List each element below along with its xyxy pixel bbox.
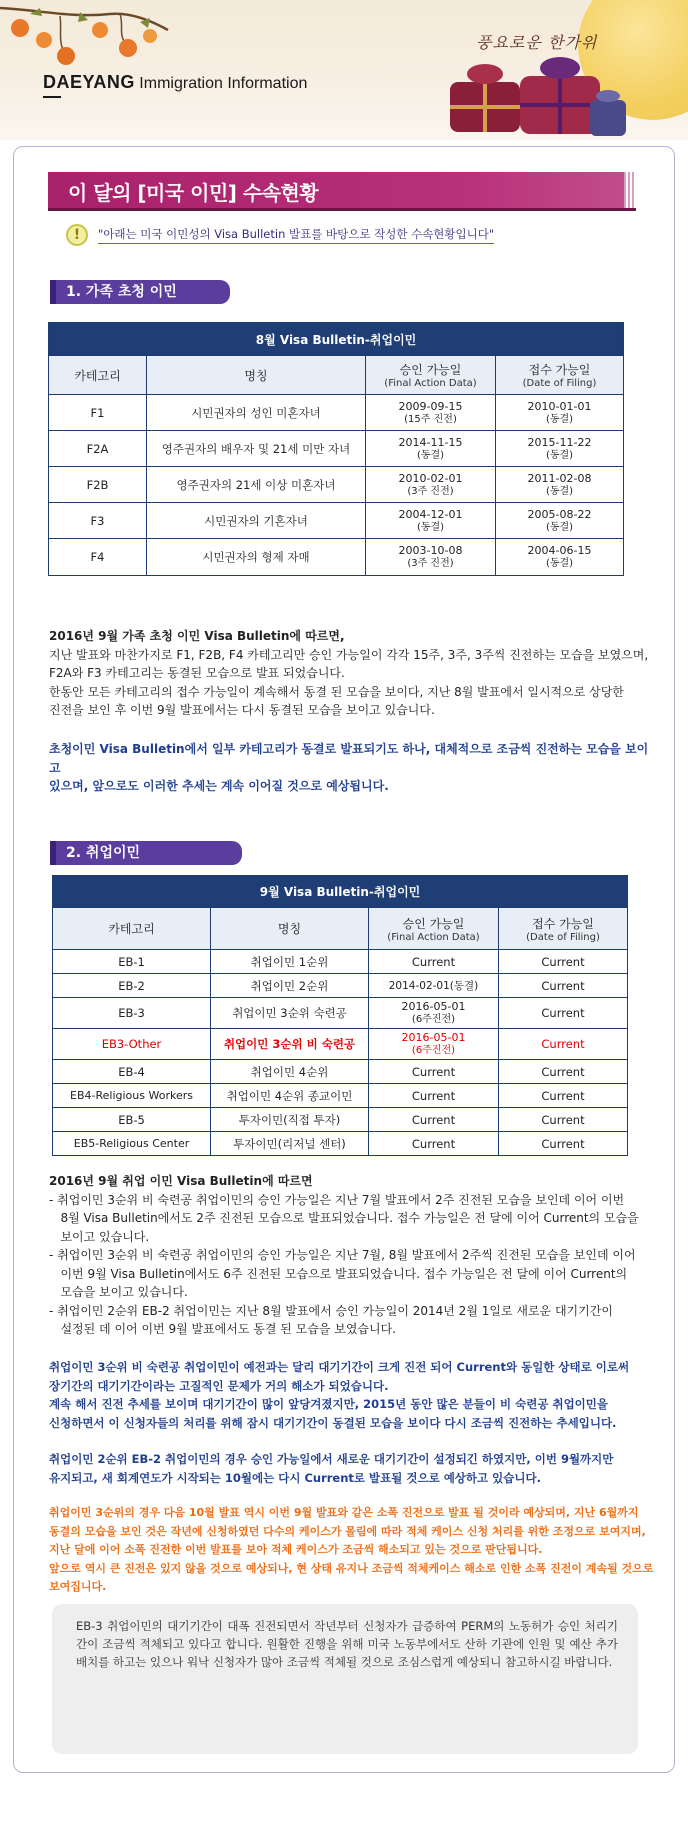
cell-name: 시민권자의 기혼자녀 [147, 503, 366, 539]
employment-analysis-2 [49, 1450, 669, 1487]
col-header-final-action [369, 908, 499, 950]
table-row [49, 467, 624, 503]
cell-final-action [366, 467, 496, 503]
analysis-line: 계속 해서 진전 추세를 보이며 대기기간이 많이 앞당겨졌지만, 2015년 동안 많은 분들이 비 숙련공 취업이민을 [49, 1397, 608, 1411]
cell-df-note: (동결) [545, 558, 574, 569]
table-row [53, 950, 628, 974]
cell-fa-date: 2014-11-15 [398, 435, 463, 449]
cell-final-action: Current [369, 1084, 499, 1108]
cell-filing [496, 395, 624, 431]
col-header-filing [499, 908, 628, 950]
table-row [53, 1108, 628, 1132]
cell-name: 취업이민 3순위 숙련공 [211, 998, 369, 1029]
cell-filing [496, 503, 624, 539]
employment-summary-line: 이번 9월 Visa Bulletin에서도 6주 진전된 모습으로 발표되었습니다. 접수 가능일은 전 달에 이어 Current의 [49, 1266, 628, 1281]
notice-line [66, 224, 494, 246]
family-outlook-line: 초청이민 Visa Bulletin에서 일부 카테고리가 동결로 발표되기도 하나, 대체적으로 조금씩 진전하는 모습을 보이고 [49, 742, 649, 775]
col-header-name: 명칭 [211, 908, 369, 950]
cell-filing: Current [499, 1084, 628, 1108]
cell-name: 투자이민(리저널 센터) [211, 1132, 369, 1156]
cell-df-note: (동결) [545, 485, 574, 497]
cell-filing: Current [499, 1029, 628, 1060]
table-row [49, 395, 624, 431]
col-header-category: 카테고리 [49, 356, 147, 395]
employment-summary-line: 보이고 있습니다. [49, 1229, 150, 1244]
cell-filing: Current [499, 998, 628, 1029]
family-outlook-line: 있으며, 앞으로도 이러한 추세는 계속 이어질 것으로 예상됩니다. [49, 779, 389, 793]
forecast-line: 동결의 모습을 보인 것은 작년에 신청하였던 다수의 케이스가 몰림에 따라 적체 케이스 신청 처리를 위한 조정으로 보여지며, [49, 1524, 646, 1538]
table-row [53, 1060, 628, 1084]
cell-fa-date: 2016-05-01 [401, 1000, 466, 1013]
logo-bold-text: DAEYANG [43, 72, 135, 92]
cell-final-action [366, 503, 496, 539]
cell-fa-date: 2016-05-01 [401, 1031, 466, 1044]
page-title-bar [48, 172, 636, 208]
family-summary-line: 지난 발표와 마찬가지로 F1, F2B, F4 카테고리만 승인 가능일이 각각 15주, 3주, 3주씩 진전하는 모습을 보였으며, [49, 647, 649, 662]
analysis-line: 장기간의 대기기간이라는 고질적인 문제가 거의 해소가 되었습니다. [49, 1378, 389, 1393]
employment-summary-line: 설정된 데 이어 이번 9월 발표에서도 동결 된 모습을 보였습니다. [49, 1322, 397, 1336]
family-summary-line: 진전을 보인 후 이번 9월 발표에서는 다시 동결된 모습을 보이고 있습니다. [49, 703, 435, 717]
family-summary-title: 2016년 9월 가족 초청 이민 Visa Bulletin에 따르면, [49, 629, 345, 643]
cell-name: 취업이민 4순위 종교이민 [211, 1084, 369, 1108]
cell-name: 영주권자의 배우자 및 21세 미만 자녀 [147, 431, 366, 467]
cell-df-date: 2005-08-22 [527, 507, 592, 521]
employment-analysis-1 [49, 1358, 669, 1432]
cell-fa-date: 2003-10-08 [398, 544, 463, 557]
cell-category: EB-5 [53, 1108, 211, 1132]
cell-category: EB-3 [53, 998, 211, 1029]
employment-summary-line: - 취업이민 3순위 비 숙련공 취업이민의 승인 가능일은 지난 7월, 8월 발표에서 2주씩 진전된 모습을 보인데 이어 [49, 1248, 636, 1262]
header-banner [0, 0, 688, 140]
cell-df-date: 2011-02-08 [527, 471, 592, 485]
cell-filing: Current [499, 1132, 628, 1156]
cell-category: EB3-Other [53, 1029, 211, 1060]
col-header-name: 명칭 [147, 356, 366, 395]
cell-fa-note: (동결) [416, 521, 445, 533]
cell-category: EB-1 [53, 950, 211, 974]
exclamation-icon: ! [66, 224, 88, 246]
col-header-filing-sub: (Date of Filing) [526, 931, 600, 943]
cell-fa-date: 2004-12-01 [398, 507, 463, 521]
employment-summary-title: 2016년 9월 취업 이민 Visa Bulletin에 따르면 [49, 1174, 313, 1188]
cell-name: 취업이민 1순위 [211, 950, 369, 974]
employment-visa-table [52, 875, 628, 1156]
col-header-filing-sub: (Date of Filing) [522, 378, 597, 389]
analysis-line: 취업이민 2순위 EB-2 취업이민의 경우 승인 가능일에서 새로운 대기기간이 설정되긴 하였지만, 이번 9월까지만 [49, 1452, 614, 1466]
col-header-filing-label: 접수 가능일 [532, 916, 594, 931]
col-header-final-action-sub: (Final Action Data) [384, 378, 477, 389]
cell-name: 시민권자의 형제 자매 [147, 539, 366, 576]
cell-filing: Current [499, 974, 628, 998]
logo-underline [43, 96, 61, 98]
employment-summary-line: 8월 Visa Bulletin에서도 2주 진전된 모습으로 발표되었습니다. 접수 가능일은 전 달에 이어 Current의 모습을 [49, 1211, 639, 1225]
logo-rest-text: Immigration Information [134, 75, 308, 92]
family-outlook [49, 740, 659, 796]
cell-category: F3 [49, 503, 147, 539]
employment-summary [49, 1172, 664, 1339]
cell-df-date: 2004-06-15 [527, 544, 592, 557]
cell-filing: Current [499, 950, 628, 974]
cell-fa-note: (15주 진전) [404, 413, 457, 425]
cell-category: EB-2 [53, 974, 211, 998]
cell-final-action: Current [369, 1060, 499, 1084]
table-row [53, 1132, 628, 1156]
forecast-line: 지난 달에 이어 소폭 진전한 이번 발표를 보아 적체 케이스가 조금씩 해소되고 있는 것으로 판단됩니다. [49, 1543, 543, 1556]
table-row [53, 1084, 628, 1108]
cell-df-note: (동결) [545, 413, 574, 425]
cell-category: F2A [49, 431, 147, 467]
company-logo[interactable] [43, 72, 307, 93]
cell-fa-note: (동결) [416, 449, 445, 461]
cell-filing: Current [499, 1108, 628, 1132]
cell-df-date: 2010-01-01 [527, 399, 592, 413]
cell-final-action [369, 998, 499, 1029]
cell-fa-date: 2010-02-01 [398, 471, 463, 485]
cell-df-date: 2015-11-22 [527, 435, 592, 449]
table-caption: 8월 Visa Bulletin-취업이민 [49, 323, 624, 356]
section-heading-family: 1. 가족 초청 이민 [50, 280, 230, 304]
forecast-line: 보여집니다. [49, 1580, 107, 1593]
cell-df-note: (동결) [545, 521, 574, 533]
cell-name: 영주권자의 21세 이상 미혼자녀 [147, 467, 366, 503]
cell-fa-note: (6주진전) [411, 1045, 456, 1056]
table-row [53, 998, 628, 1029]
family-summary [49, 627, 649, 720]
analysis-line: 취업이민 3순위 비 숙련공 취업이민이 예전과는 달리 대기기간이 크게 진전 되어 Current와 동일한 상태로 이로써 [49, 1360, 630, 1374]
gift-boxes-illustration [440, 52, 630, 140]
cell-fa-note: (3주 진전) [407, 558, 454, 569]
cell-filing [496, 431, 624, 467]
family-visa-table [48, 322, 624, 576]
cell-category: EB4-Religious Workers [53, 1084, 211, 1108]
persimmon-branch-illustration [0, 0, 170, 80]
cell-df-note: (동결) [545, 449, 574, 461]
cell-filing [496, 467, 624, 503]
cell-category: EB-4 [53, 1060, 211, 1084]
cell-category: F1 [49, 395, 147, 431]
employment-summary-line: - 취업이민 2순위 EB-2 취업이민는 지난 8월 발표에서 승인 가능일이 2014년 2월 1일로 새로운 대기기간이 [49, 1303, 613, 1318]
analysis-line: 신청하면서 이 신청자들의 처리를 위해 잠시 대기기간이 동결된 모습을 보이다 다시 조금씩 진전하는 추세입니다. [49, 1415, 617, 1430]
employment-summary-line: 모습을 보이고 있습니다. [49, 1285, 188, 1299]
col-header-final-action-label: 승인 가능일 [399, 363, 462, 377]
cell-name: 취업이민 4순위 [211, 1060, 369, 1084]
table-row [49, 431, 624, 467]
cell-name: 투자이민(직접 투자) [211, 1108, 369, 1132]
notice-text: "아래는 미국 이민성의 Visa Bulletin 발표를 바탕으로 작성한 수속현황입니다" [98, 226, 494, 244]
note-text: EB-3 취업이민의 대기기간이 대폭 진전되면서 작년부터 신청자가 급증하여 PERM의 노동허가 승인 처리기간이 조금씩 적체되고 있다고 합니다. 원활한 진행을 위해 미국 노동부에서도 산하 기관에 인원 및 예산 추가 배치를 하고는 있으나 워낙 신청자가 많아 조금씩 적체될 것으로 조심스럽게 예상되니 참고하시길 바랍니다. [76, 1619, 618, 1669]
cell-fa-note: (3주 진전) [407, 485, 454, 497]
title-decoration [624, 172, 636, 208]
cell-final-action: Current [369, 1132, 499, 1156]
section-heading-employment: 2. 취업이민 [50, 841, 242, 865]
page-title: 이 달의 [미국 이민] 수속현황 [68, 181, 319, 205]
cell-final-action: 2014-02-01(동결) [369, 974, 499, 998]
cell-final-action [366, 395, 496, 431]
cell-filing: Current [499, 1060, 628, 1084]
table-row [49, 503, 624, 539]
cell-filing [496, 539, 624, 576]
table-row-highlight [53, 1029, 628, 1060]
cell-name: 취업이민 3순위 비 숙련공 [211, 1029, 369, 1060]
col-header-final-action [366, 356, 496, 395]
family-summary-line: 한동안 모든 카테고리의 접수 가능일이 계속해서 동결 된 모습을 보이다, 지난 8월 발표에서 일시적으로 상당한 [49, 684, 624, 699]
col-header-category: 카테고리 [53, 908, 211, 950]
forecast-line: 취업이민 3순위의 경우 다음 10월 발표 역시 이번 9월 발표와 같은 소폭 진전으로 발표 될 것이라 예상되며, 지난 6월까지 [49, 1506, 639, 1519]
cell-name: 시민권자의 성인 미혼자녀 [147, 395, 366, 431]
greeting-calligraphy: 풍요로운 한가위 [476, 33, 598, 52]
cell-category: F4 [49, 539, 147, 576]
table-row [49, 539, 624, 576]
cell-final-action [366, 539, 496, 576]
cell-category: EB5-Religious Center [53, 1132, 211, 1156]
col-header-filing-label: 접수 가능일 [528, 363, 591, 377]
col-header-filing [496, 356, 624, 395]
col-header-final-action-sub: (Final Action Data) [387, 931, 480, 943]
cell-fa-note: (6주진전) [411, 1014, 456, 1025]
forecast-line: 앞으로 역시 큰 진전은 있지 않을 것으로 예상되나, 현 상태 유지나 조금씩 적체케이스 해소로 인한 소폭 진전이 계속될 것으로 [49, 1561, 654, 1575]
table-caption: 9월 Visa Bulletin-취업이민 [53, 876, 628, 908]
analysis-line: 유지되고, 새 회계연도가 시작되는 10월에는 다시 Current로 발표될 것으로 예상하고 있습니다. [49, 1470, 541, 1485]
cell-final-action [369, 1029, 499, 1060]
cell-category: F2B [49, 467, 147, 503]
cell-name: 취업이민 2순위 [211, 974, 369, 998]
cell-final-action: Current [369, 950, 499, 974]
cell-fa-date: 2009-09-15 [398, 399, 463, 413]
employment-forecast [49, 1504, 674, 1597]
employment-summary-line: - 취업이민 3순위 비 숙련공 취업이민의 승인 가능일은 지난 7월 발표에서 2주 진전된 모습을 보인데 이어 이번 [49, 1192, 625, 1207]
cell-final-action [366, 431, 496, 467]
col-header-final-action-label: 승인 가능일 [402, 916, 465, 931]
family-summary-line: F2A와 F3 카테고리는 동결된 모습으로 발표 되었습니다. [49, 666, 345, 680]
table-row [53, 974, 628, 998]
cell-final-action: Current [369, 1108, 499, 1132]
